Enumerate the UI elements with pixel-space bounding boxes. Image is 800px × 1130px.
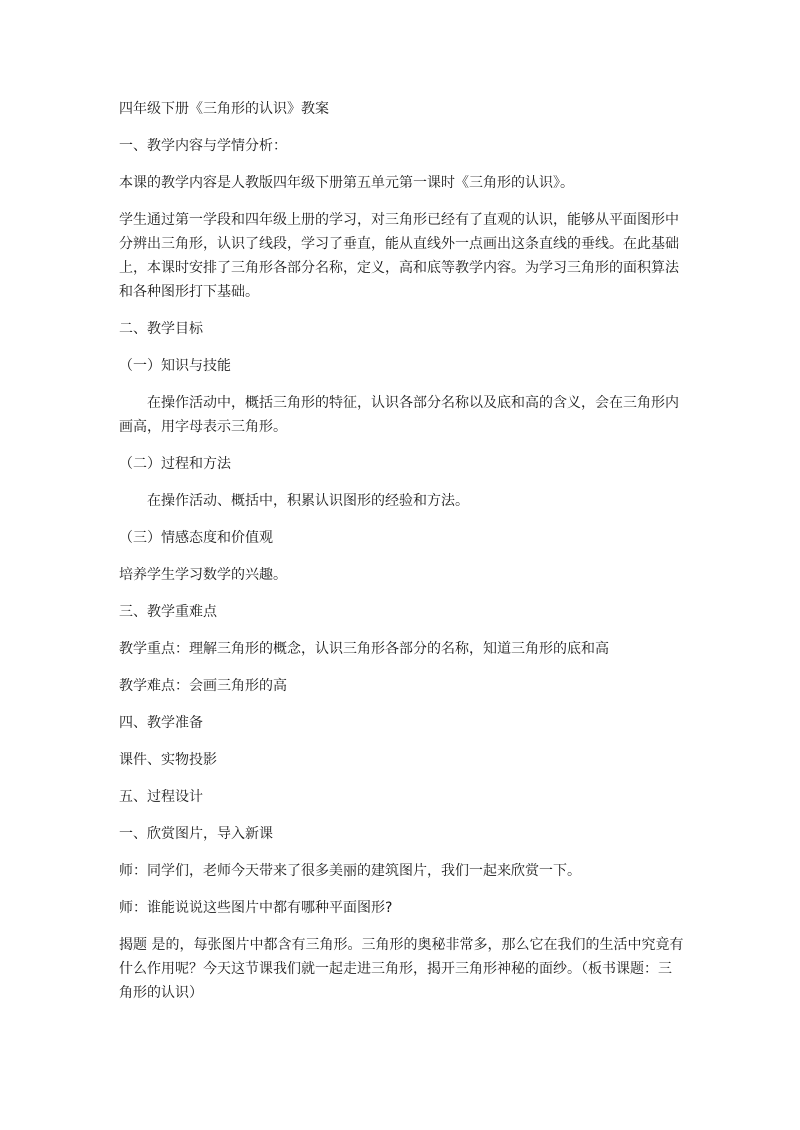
paragraph-teacher-line-1: 师：同学们，老师今天带来了很多美丽的建筑图片，我们一起来欣赏一下。: [119, 863, 581, 879]
paragraph-preparation: 课件、实物投影: [119, 752, 217, 768]
paragraph-difficult-points: 教学难点：会画三角形的高: [119, 678, 287, 694]
paragraph-reveal-topic: 揭题 是的，每张图片中都含有三角形。三角形的奥秘非常多，那么它在我们的生活中究竟有什么作用呢？今天这节课我们就一起走进三角形，揭开三角形神秘的面纱。（板书课题：三角形的认识）: [119, 937, 684, 1001]
section-heading-1: 一、教学内容与学情分析：: [119, 138, 287, 154]
paragraph-knowledge-skills: 在操作活动中，概括三角形的特征，认识各部分名称以及底和高的含义，会在三角形内画高，用字母表示三角形。: [119, 395, 679, 435]
paragraph-student-analysis: 学生通过第一学段和四年级上册的学习，对三角形已经有了直观的认识，能够从平面图形中分辨出三角形，认识了线段，学习了垂直，能从直线外一点画出这条直线的垂线。在此基础上，本课时安排了三角形各部分名称，定义，高和底等教学内容。为学习三角形的面积算法和各种图形打下基础。: [119, 212, 679, 300]
subheading-attitude-values: （三）情感态度和价值观: [119, 530, 273, 546]
subheading-knowledge-skills: （一）知识与技能: [119, 358, 231, 374]
subheading-process-method: （二）过程和方法: [119, 456, 231, 472]
document-title: 四年级下册《三角形的认识》教案: [119, 101, 329, 117]
section-heading-3: 三、教学重难点: [119, 604, 217, 620]
paragraph-content-intro: 本课的教学内容是人教版四年级下册第五单元第一课时《三角形的认识》。: [119, 175, 574, 191]
step-heading-1: 一、欣赏图片，导入新课: [119, 826, 273, 842]
paragraph-process-method: 在操作活动、概括中，积累认识图形的经验和方法。: [147, 493, 469, 509]
document-body: [119, 97, 684, 1005]
paragraph-teacher-line-2: 师：谁能说说这些图片中都有哪种平面图形?: [119, 900, 393, 916]
paragraph-attitude-values: 培养学生学习数学的兴趣。: [119, 567, 287, 583]
section-heading-4: 四、教学准备: [119, 715, 203, 731]
section-heading-5: 五、过程设计: [119, 789, 203, 805]
paragraph-key-points: 教学重点：理解三角形的概念，认识三角形各部分的名称，知道三角形的底和高: [119, 641, 609, 657]
section-heading-2: 二、教学目标: [119, 321, 203, 337]
